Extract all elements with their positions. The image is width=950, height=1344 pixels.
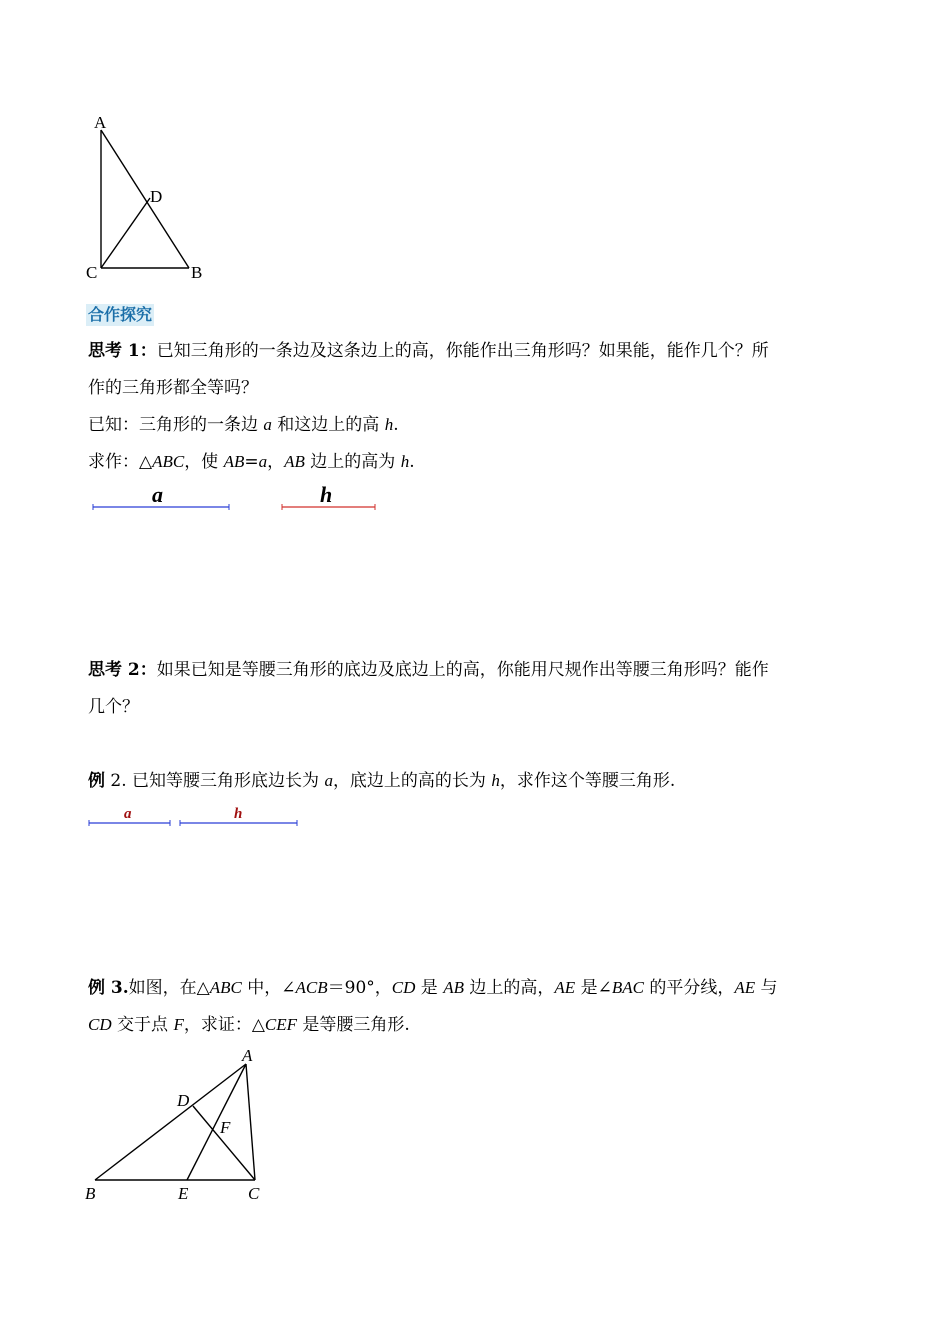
example3-line1 (88, 978, 778, 998)
task-pre: 求作：△ (88, 452, 153, 472)
ex3-l2-f: F (173, 1015, 184, 1034)
ex3-t1: 如图，在△ (128, 978, 210, 998)
example2-label: 例 (88, 771, 105, 791)
given-mid: 和这边上的高 (271, 415, 385, 435)
task-mid3: 边上的高为 (304, 452, 401, 472)
ex3-t6: 是∠ (575, 978, 612, 998)
ex3-l2-t2: ，求证：△ (183, 1015, 265, 1035)
example2-line (88, 771, 675, 791)
ex3-acb: ACB (295, 978, 328, 997)
example2-segment-a (89, 806, 170, 826)
task-a: a (258, 452, 268, 471)
task-eq: = (244, 452, 259, 472)
figure-triangle-abc (80, 1040, 280, 1210)
ex3-t4: 是 (415, 978, 444, 998)
given-pre: 已知：三角形的一条边 (88, 415, 264, 435)
ex3-cd: CD (391, 978, 416, 997)
think1-text1: 已知三角形的一条边及这条边上的高，你能作出三角形吗？如果能，能作几个？所 (156, 341, 769, 361)
ex3-ab: AB (443, 978, 464, 997)
segment-h-given (282, 482, 375, 510)
segment-cd (101, 198, 150, 268)
ex3-t3: ＝90°， (327, 978, 392, 998)
example2-text-mid: ，底边上的高的长为 (332, 771, 492, 791)
example2-segment-h-label: h (234, 806, 243, 822)
segment-a-given (93, 482, 229, 510)
ex3-abc: ABC (209, 978, 242, 997)
think1-label: 思考 1 (88, 341, 140, 361)
task-ab: AB (223, 452, 245, 471)
ex3-t5: 边上的高， (463, 978, 555, 998)
task-mid1: ，使 (184, 452, 224, 472)
think2-text1: 如果已知是等腰三角形的底边及底边上的高，你能用尺规作出等腰三角形吗？能作 (156, 660, 769, 680)
think2-line2: 几个？ (88, 697, 139, 717)
example3-line2 (88, 1015, 410, 1035)
segment-ab (101, 130, 189, 268)
think1-line1 (88, 341, 769, 361)
think1-task (88, 452, 415, 472)
ex3-l2-cef: CEF (264, 1015, 298, 1034)
point-label-c: C (86, 263, 98, 282)
example2-segment-h (180, 806, 297, 826)
example2-text-end: ，求作这个等腰三角形. (499, 771, 676, 791)
point-label-c: C (248, 1184, 260, 1203)
figure-triangle-acb (80, 108, 220, 288)
segment-ac (246, 1064, 255, 1180)
think1-given (88, 415, 399, 435)
example2-segments (86, 802, 306, 830)
ex3-l2-t3: 是等腰三角形. (297, 1015, 410, 1035)
segment-a-label: a (152, 482, 163, 507)
example2-segment-a-label: a (124, 806, 132, 822)
task-ab2: AB (284, 452, 305, 471)
ex3-l2-cd: CD (88, 1015, 112, 1034)
ex3-l2-t1: 交于点 (111, 1015, 174, 1035)
example2-h: h (491, 771, 500, 790)
task-end: . (409, 452, 415, 472)
given-a: a (263, 415, 272, 434)
think1-line2: 作的三角形都全等吗？ (88, 378, 258, 398)
ex3-t2: 中，∠ (241, 978, 296, 998)
task-mid2: ， (267, 452, 285, 472)
given-h: h (384, 415, 394, 434)
ex3-t8: 与 (755, 978, 778, 998)
point-label-e: E (178, 1184, 189, 1203)
task-h: h (400, 452, 410, 471)
ex3-t7: 的平分线， (643, 978, 735, 998)
example2-a: a (324, 771, 333, 790)
segment-h-label: h (320, 482, 333, 507)
think1-colon: ： (139, 341, 157, 361)
point-label-d: D (150, 187, 163, 206)
example3-label: 例 3. (88, 978, 129, 998)
task-abc: ABC (152, 452, 185, 471)
point-label-b: B (85, 1184, 96, 1203)
think2-label: 思考 2 (88, 660, 140, 680)
ex3-ae2: AE (734, 978, 756, 997)
point-label-a: A (242, 1046, 253, 1065)
point-label-f: F (220, 1118, 231, 1137)
think2-colon: ： (139, 660, 157, 680)
ex3-bac: BAC (611, 978, 644, 997)
point-label-a: A (94, 113, 107, 132)
think2-line1 (88, 660, 769, 680)
example2-text-pre: 已知等腰三角形底边长为 (126, 771, 325, 791)
section-heading: 合作探究 (88, 305, 153, 324)
example2-number: 2. (105, 771, 127, 791)
given-end: . (393, 415, 399, 435)
segment-ae (187, 1064, 246, 1180)
ex3-ae: AE (554, 978, 576, 997)
point-label-b: B (191, 263, 203, 282)
point-label-d: D (177, 1091, 190, 1110)
think1-segments (88, 480, 388, 516)
